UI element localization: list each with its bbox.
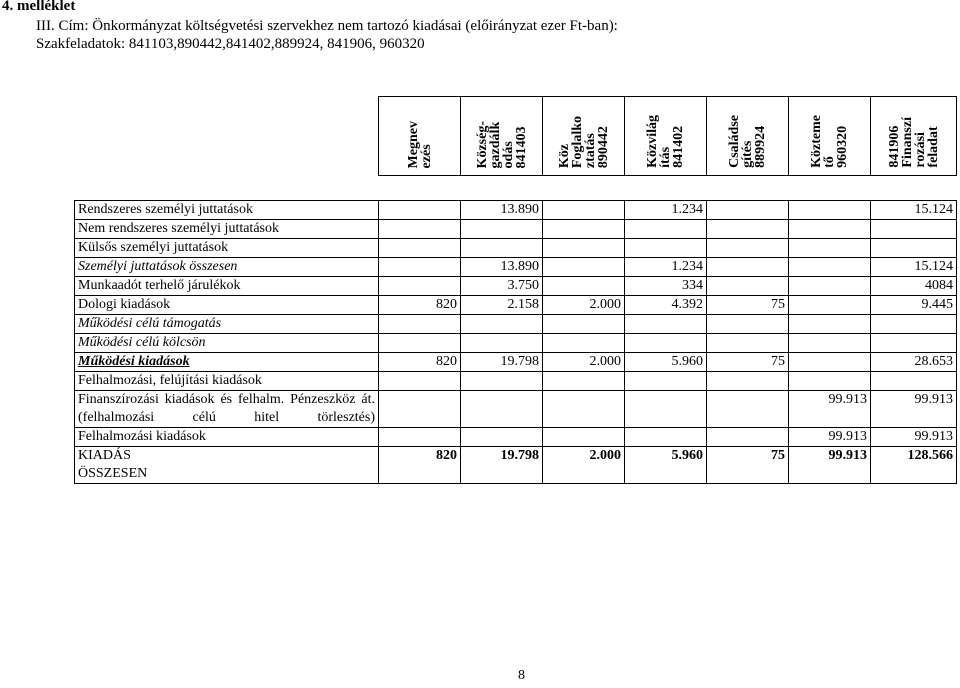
cell — [871, 220, 957, 239]
table-row — [75, 315, 957, 334]
document-title — [36, 17, 618, 53]
cell: 15.124 — [871, 201, 957, 220]
cell: 4084 — [871, 277, 957, 296]
header-spacer — [75, 176, 957, 201]
cell — [625, 315, 707, 334]
cell — [461, 428, 543, 447]
cell — [789, 372, 871, 391]
cell — [625, 391, 707, 428]
cell — [871, 239, 957, 258]
column-header-841403: Község- gazdálk odás 841403 — [461, 97, 543, 176]
table-row — [75, 428, 957, 447]
cell — [379, 428, 461, 447]
cell: 99.913 — [789, 391, 871, 428]
row-label: Felhalmozási kiadások — [75, 428, 379, 447]
cell: 2.158 — [461, 296, 543, 315]
cell — [789, 220, 871, 239]
row-label: Működési célú támogatás — [75, 315, 379, 334]
cell — [379, 277, 461, 296]
cell: 3.750 — [461, 277, 543, 296]
table-row — [75, 447, 957, 484]
column-header-name: Megnev ezés — [379, 97, 461, 176]
cell: 99.913 — [789, 447, 871, 484]
cell: 820 — [379, 447, 461, 484]
cell: 19.798 — [461, 447, 543, 484]
cell — [625, 334, 707, 353]
cell — [871, 334, 957, 353]
cell — [379, 201, 461, 220]
cell — [707, 258, 789, 277]
cell — [789, 296, 871, 315]
table-row — [75, 220, 957, 239]
cell — [707, 239, 789, 258]
cell — [789, 201, 871, 220]
column-header-960320: Közteme tő 960320 — [789, 97, 871, 176]
cell: 75 — [707, 353, 789, 372]
table-row — [75, 258, 957, 277]
cell — [625, 372, 707, 391]
cell — [461, 391, 543, 428]
cell — [707, 428, 789, 447]
table-row — [75, 391, 957, 428]
cell — [789, 315, 871, 334]
table-row — [75, 201, 957, 220]
cell — [789, 239, 871, 258]
annex-label: 4. melléklet — [2, 0, 76, 14]
cell — [789, 277, 871, 296]
cell: 28.653 — [871, 353, 957, 372]
row-label: Működési kiadások — [75, 353, 379, 372]
cell — [871, 315, 957, 334]
expenditure-table — [74, 96, 957, 484]
cell: 13.890 — [461, 258, 543, 277]
column-header-890442: Köz Foglalko ztatás 890442 — [543, 97, 625, 176]
row-label — [75, 447, 379, 484]
table-row — [75, 353, 957, 372]
cell: 820 — [379, 353, 461, 372]
cell — [707, 315, 789, 334]
cell — [543, 391, 625, 428]
cell — [625, 239, 707, 258]
cell: 1.234 — [625, 201, 707, 220]
table-row — [75, 372, 957, 391]
cell — [543, 277, 625, 296]
cell: 4.392 — [625, 296, 707, 315]
cell — [543, 334, 625, 353]
table-row — [75, 334, 957, 353]
cell: 13.890 — [461, 201, 543, 220]
cell: 2.000 — [543, 296, 625, 315]
header-row — [75, 97, 957, 176]
cell — [707, 391, 789, 428]
title-line-2: Szakfeladatok: 841103,890442,841402,889924, 841906, 960320 — [36, 36, 425, 52]
cell — [379, 391, 461, 428]
cell — [543, 201, 625, 220]
cell — [543, 315, 625, 334]
table-row — [75, 296, 957, 315]
cell — [707, 334, 789, 353]
cell: 820 — [379, 296, 461, 315]
cell — [379, 372, 461, 391]
cell — [707, 201, 789, 220]
cell — [379, 334, 461, 353]
column-header-841402: Közvilág ítás 841402 — [625, 97, 707, 176]
cell: 5.960 — [625, 353, 707, 372]
cell: 75 — [707, 296, 789, 315]
header-blank — [75, 97, 379, 176]
cell: 99.913 — [871, 391, 957, 428]
cell — [707, 372, 789, 391]
cell — [379, 220, 461, 239]
cell — [625, 428, 707, 447]
row-label: Működési célú kölcsön — [75, 334, 379, 353]
cell — [461, 334, 543, 353]
cell — [379, 258, 461, 277]
cell: 2.000 — [543, 353, 625, 372]
row-label: Személyi juttatások összesen — [75, 258, 379, 277]
cell: 1.234 — [625, 258, 707, 277]
cell — [543, 239, 625, 258]
cell — [461, 239, 543, 258]
total-label-text: KIADÁS ÖSSZESEN — [78, 448, 148, 481]
row-label: Munkaadót terhelő járulékok — [75, 277, 379, 296]
cell — [625, 220, 707, 239]
row-label: Külsős személyi juttatások — [75, 239, 379, 258]
cell — [461, 372, 543, 391]
cell: 334 — [625, 277, 707, 296]
cell — [789, 334, 871, 353]
cell — [543, 372, 625, 391]
cell: 75 — [707, 447, 789, 484]
title-line-1: III. Cím: Önkormányzat költségvetési szervekhez nem tartozó kiadásai (előirányzat ezer Ft-ban): — [36, 18, 618, 34]
table-row — [75, 277, 957, 296]
cell — [543, 220, 625, 239]
cell: 19.798 — [461, 353, 543, 372]
cell: 99.913 — [789, 428, 871, 447]
row-label: Nem rendszeres személyi juttatások — [75, 220, 379, 239]
cell — [789, 258, 871, 277]
cell: 5.960 — [625, 447, 707, 484]
cell — [543, 258, 625, 277]
page-number: 8 — [518, 668, 525, 683]
cell — [707, 277, 789, 296]
cell — [379, 239, 461, 258]
cell: 128.566 — [871, 447, 957, 484]
cell — [461, 315, 543, 334]
cell — [871, 372, 957, 391]
cell — [789, 353, 871, 372]
column-header-889924: Családse gítés 889924 — [707, 97, 789, 176]
cell — [707, 220, 789, 239]
cell — [379, 315, 461, 334]
cell: 2.000 — [543, 447, 625, 484]
cell: 9.445 — [871, 296, 957, 315]
row-label: Felhalmozási, felújítási kiadások — [75, 372, 379, 391]
column-header-841906: 841906 Finanszí rozási feladat — [871, 97, 957, 176]
cell — [543, 428, 625, 447]
row-label: Dologi kiadások — [75, 296, 379, 315]
row-label: Finanszírozási kiadások és felhalm. Pénzeszköz át.(felhalmozási célú hitel törlesztés) — [75, 391, 379, 428]
cell — [461, 220, 543, 239]
cell: 15.124 — [871, 258, 957, 277]
cell: 99.913 — [871, 428, 957, 447]
table-row — [75, 239, 957, 258]
row-label: Rendszeres személyi juttatások — [75, 201, 379, 220]
